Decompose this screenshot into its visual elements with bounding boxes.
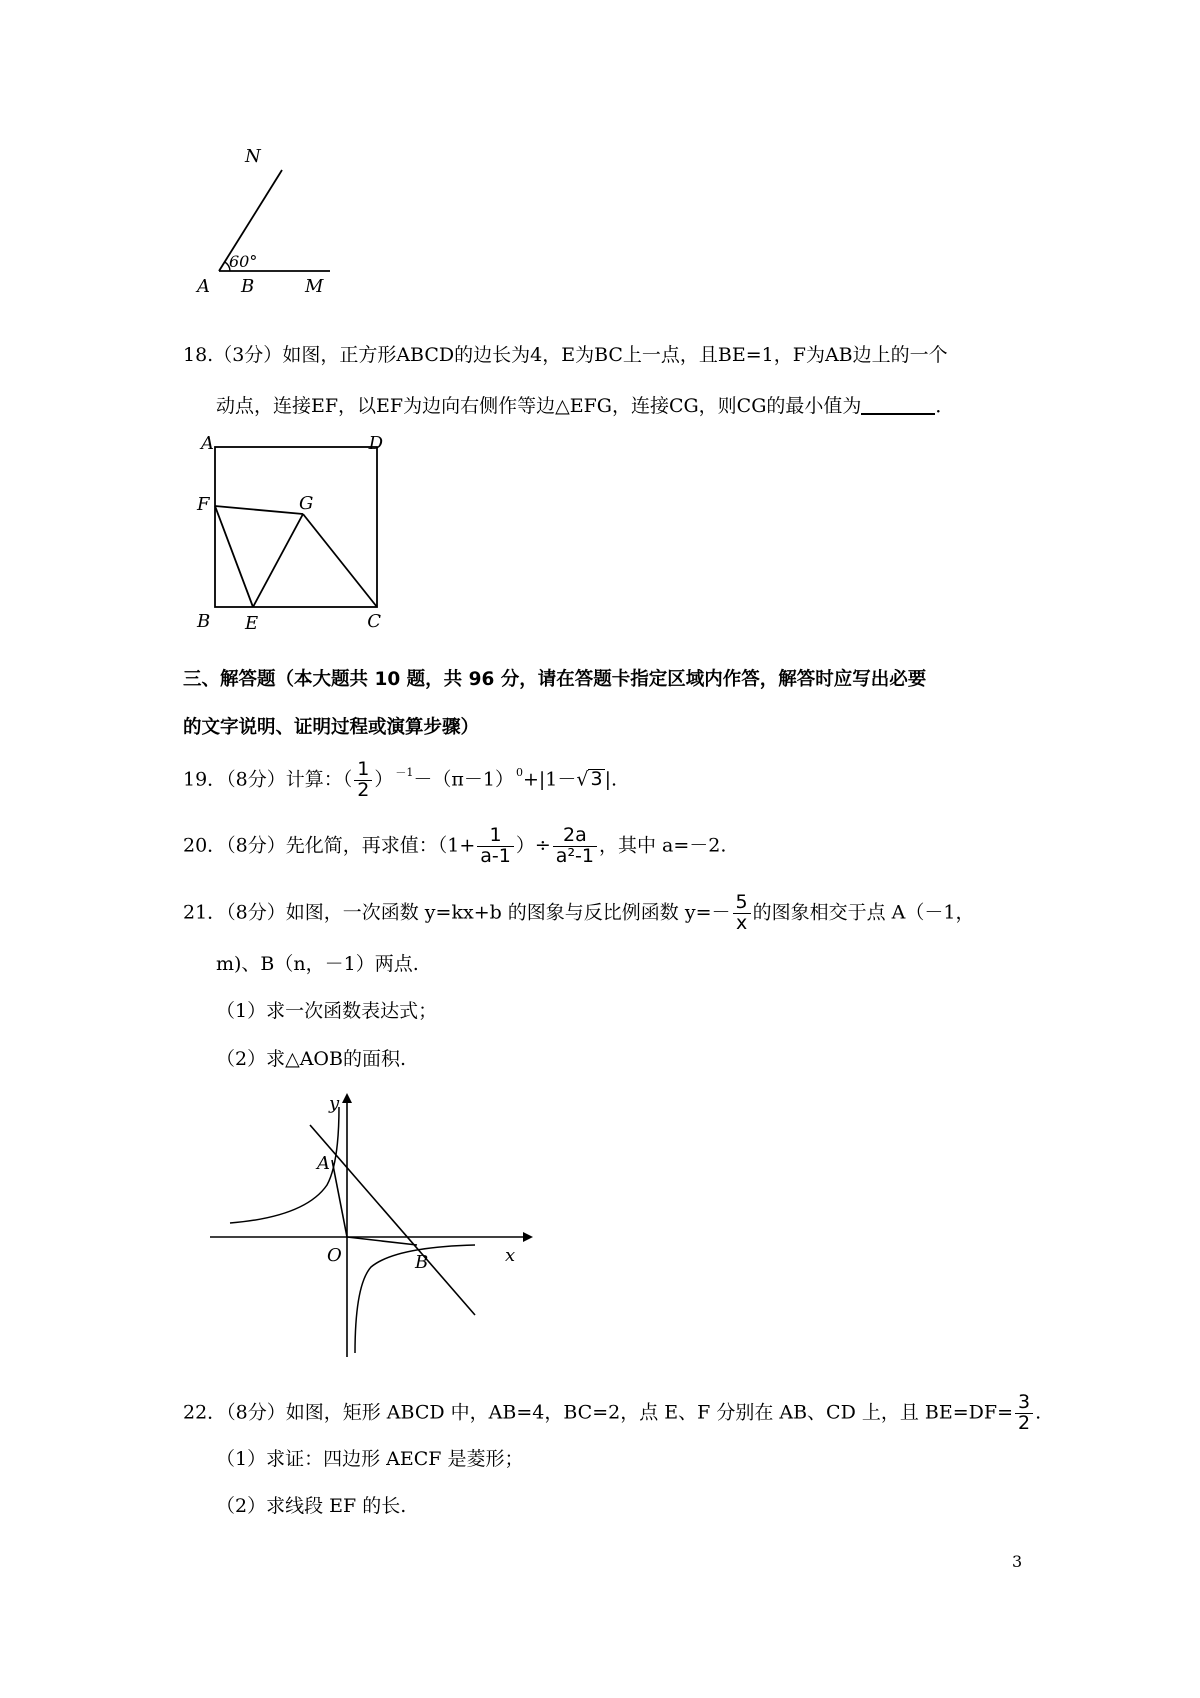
label-d: D — [368, 433, 383, 454]
q20-frac2-den: a²-1 — [555, 844, 595, 867]
label-a: A — [201, 433, 214, 454]
label-n: N — [245, 146, 261, 167]
segment-fg — [215, 506, 303, 514]
x-axis-arrow — [523, 1232, 533, 1242]
function-graph — [205, 1085, 535, 1365]
label-c: C — [367, 611, 381, 632]
q22-line1 — [183, 1393, 1041, 1434]
label-b: B — [197, 611, 211, 632]
q19-line: 19．（8分）计算：（ $\frac{1}{2}$ ） $^{-1}$－（π－1） $^0$+|1－√ 3 |. — [183, 758, 618, 801]
label-m: M — [305, 276, 324, 297]
segment-oa — [332, 1160, 347, 1237]
q19-frac-den: 2 — [357, 778, 370, 801]
q20-fraction1 — [477, 826, 514, 867]
q21-prefix: 21．（8分）如图，一次函数 y=kx+b 的图象与反比例函数 y=－ — [183, 901, 731, 924]
q19-sqrt: 3 — [590, 768, 603, 791]
label-x: x — [505, 1245, 516, 1266]
label-b: B — [241, 276, 255, 297]
q19-prefix: 19．（8分）计算：（ — [183, 768, 353, 791]
label-g: G — [299, 493, 314, 514]
label-a: A — [317, 1153, 330, 1174]
segment-gc — [303, 514, 377, 607]
q18-text2: 动点，连接EF，以EF为边向右侧作等边△EFG，连接CG，则CG的最小值为 — [216, 395, 862, 417]
q21-fraction — [733, 893, 751, 934]
answer-blank — [861, 413, 935, 415]
q20-end: ，其中 a=－2. — [599, 834, 727, 857]
y-axis-arrow — [342, 1093, 352, 1103]
q22-fraction — [1015, 1393, 1033, 1434]
angle-figure — [197, 146, 355, 320]
label-a: A — [197, 276, 210, 297]
q19-abs: +|1－ — [522, 768, 577, 791]
q20-mid: ）÷ — [515, 834, 551, 857]
section3-heading-line2: 的文字说明、证明过程或演算步骤） — [183, 717, 480, 738]
q21-end: 的图象相交于点 A（－1， — [752, 901, 975, 924]
q21-frac-den: x — [735, 911, 748, 934]
square-figure — [195, 433, 385, 637]
q19-frac-num: 1 — [354, 760, 372, 781]
q22-end: . — [1035, 1401, 1042, 1424]
q18-number: 18. — [183, 344, 214, 366]
label-o: O — [327, 1245, 342, 1266]
q22-frac-den: 2 — [1018, 1411, 1031, 1434]
q18-line1 — [183, 343, 948, 367]
page-number: 3 — [1012, 1552, 1023, 1571]
q19-middle: －（π－1） — [413, 768, 514, 791]
q21-sub1: （1）求一次函数表达式； — [216, 1000, 438, 1022]
label-b: B — [415, 1252, 429, 1273]
q20-frac1-num: 1 — [477, 826, 514, 847]
q20-line — [183, 826, 726, 867]
q22-prefix: 22．（8分）如图，矩形 ABCD 中，AB=4，BC=2，点 E、F 分别在 AB、CD 上，且 BE=DF= — [183, 1401, 1013, 1424]
q18-line2 — [216, 394, 954, 418]
q20-frac2-num: 2a — [553, 826, 597, 847]
linear-function-line — [310, 1125, 475, 1315]
q19-fraction — [354, 760, 372, 801]
label-y: y — [329, 1093, 340, 1114]
q22-sub2: （2）求线段 EF 的长. — [216, 1495, 407, 1517]
q19-end: |. — [604, 768, 618, 791]
q18-end: ． — [935, 395, 955, 417]
q20-fraction2 — [553, 826, 597, 867]
segment-fe — [215, 506, 253, 607]
q18-score: （3分） — [213, 344, 283, 366]
label-e: E — [245, 613, 259, 634]
q22-sub1: （1）求证：四边形 AECF 是菱形； — [216, 1448, 524, 1470]
q20-prefix: 20．（8分）先化简，再求值：（1+ — [183, 834, 476, 857]
q20-frac1-den: a-1 — [480, 844, 511, 867]
segment-eg — [253, 514, 303, 607]
q21-frac-num: 5 — [733, 893, 751, 914]
q19-exponent-zero: 0 — [515, 766, 523, 780]
q21-sub2: （2）求△AOB的面积. — [216, 1048, 407, 1070]
section3-heading-line1: 三、解答题（本大题共 10 题，共 96 分，请在答题卡指定区域内作答，解答时应写出必要 — [183, 669, 927, 690]
q18-text1: 如图，正方形ABCD的边长为4，E为BC上一点，且BE=1，F为AB边上的一个 — [282, 344, 948, 366]
label-f: F — [197, 494, 210, 515]
q21-line1 — [183, 893, 974, 934]
segment-ob — [347, 1237, 417, 1245]
angle-label: 60° — [229, 252, 258, 271]
q21-line2: m)、B（n，－1）两点. — [216, 953, 419, 975]
q19-sqrt-sign: √ — [576, 768, 589, 791]
q22-frac-num: 3 — [1015, 1393, 1033, 1414]
q19-exponent: －1 — [395, 766, 414, 780]
